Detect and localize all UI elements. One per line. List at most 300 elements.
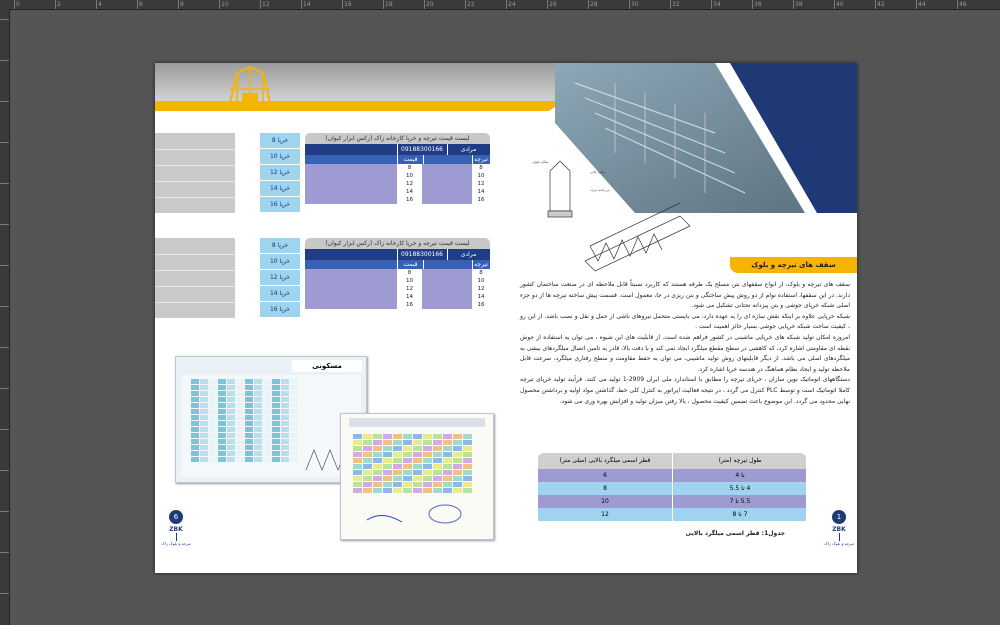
- spec-grid-cell: [413, 434, 422, 439]
- spec-grid-cell: [290, 379, 298, 384]
- spec-grid-cell: [281, 415, 289, 420]
- spec-grid-cell: [281, 439, 289, 444]
- price-cell: [422, 196, 473, 204]
- spec-grid-cell: [393, 458, 402, 463]
- spec-grid-cell: [393, 464, 402, 469]
- spec-grid-cell: [453, 482, 462, 487]
- spec-grid-cell: [272, 391, 280, 396]
- col-joist: تیرچه: [474, 261, 488, 268]
- ruler-tick: [0, 347, 9, 348]
- svg-text:بتن پاشنه تیرچه: بتن پاشنه تیرچه: [590, 188, 610, 192]
- paragraph: امروزه امکان تولید شبکه های خرپایی ماشینی در کشور فراهم شده است. از قابلیت های این شیوه ، می توان به استفاده از جوش نقطه ای مقاومتی اشاره کرد، که کاهشی در سطح مقطع میلگرد ایجاد نمی کند و با دقت بالا، قادر به تامین اتصال میلگردهای بیشی به میلگردهای اصلی می باشد. از دیگر قابلیتهای روش تولید ماشینی، می توان به حفظ مقاومت و سطح رفتاری میلگرد، سرعت قابل ملاحظه تولید و ایجاد نظام هماهنگ در هندسه خرپا اشاره کرد.: [520, 333, 850, 373]
- spec-grid-cell: [353, 458, 362, 463]
- horizontal-ruler[interactable]: [0, 0, 1000, 10]
- spec-grid-cell: [423, 452, 432, 457]
- spec-grid-cell: [433, 476, 442, 481]
- spec-grid-cell: [443, 464, 452, 469]
- spec-grid-cell: [453, 452, 462, 457]
- spec-grid-cell: [443, 476, 452, 481]
- spec-grid-cell: [227, 457, 235, 462]
- spec-grid-cell: [263, 421, 271, 426]
- spec-grid-cell: [254, 457, 262, 462]
- document-spread[interactable]: [155, 63, 857, 573]
- ruler-number: 46: [959, 1, 967, 8]
- spec-grid-cell: [363, 434, 372, 439]
- paragraph: دستگاههای اتوماتیک نوین سازان ، خرپای تیرچه را مطابق با استاندارد ملی ایران 2909-1 تولید می کنند. فرآیند تولید خرپای تیرچه کاملا اتوماتیک است و توسط PLC کنترل می گردد ، در نتیجه فعالیت اپراتور به کنترل کلی خط، گذاشتن مواد اولیه و برداشتن محصول نهایی محدود می گردد. این موضوع باعث تضمین کیفیت محصول ، بالا رفتن میزان تولید و افزایش بهره وری می شود.: [520, 376, 850, 405]
- spec-grid-cell: [403, 452, 412, 457]
- spec-grid-cell: [227, 391, 235, 396]
- spec-grid-cell: [236, 445, 244, 450]
- spec-grid-cell: [227, 409, 235, 414]
- spec-grid-cell: [463, 458, 472, 463]
- spec-grid-cell: [453, 458, 462, 463]
- spec-grid-cell: [363, 482, 372, 487]
- spec-grid-cell: [218, 403, 226, 408]
- spec-grid-cell: [453, 440, 462, 445]
- spec-grid-cell: [383, 434, 392, 439]
- spec-grid-cell: [463, 434, 472, 439]
- spec-grid-cell: [200, 391, 208, 396]
- spec-grid-cell: [453, 488, 462, 493]
- spec-grid-cell: [383, 452, 392, 457]
- price-table-row: [305, 301, 490, 309]
- spec-grid-cell: [363, 452, 372, 457]
- spec-grid-cell: [272, 439, 280, 444]
- spec-grid-cell: [245, 445, 253, 450]
- spec-grid-cell: [443, 482, 452, 487]
- spec-grid-cell: [218, 427, 226, 432]
- joist-size-cell: 14: [472, 293, 490, 301]
- spec-grid-cell: [209, 433, 217, 438]
- spec-grid-cell: [383, 458, 392, 463]
- price-table-row: [305, 196, 490, 204]
- price-table-row: [305, 188, 490, 196]
- spec-grid-cell: [209, 397, 217, 402]
- spec-grid-cell: [403, 458, 412, 463]
- price-cell: [422, 277, 473, 285]
- spec-grid-cell: [200, 445, 208, 450]
- spec-grid-cell: [272, 421, 280, 426]
- spec-grid-cell: [373, 434, 382, 439]
- logo-subtitle: تیرچه و بلوک زاک: [161, 541, 191, 546]
- price-cell: [305, 188, 398, 196]
- spec-grid-cell: [191, 415, 199, 420]
- ruler-tick: [0, 60, 9, 61]
- spec-grid-cell: [254, 415, 262, 420]
- spec-grid-cell: [413, 446, 422, 451]
- spec-grid-cell: [209, 457, 217, 462]
- ruler-tick: [0, 224, 9, 225]
- spec-table-row: [538, 469, 806, 482]
- ruler-tick: [0, 388, 9, 389]
- spec-grid-cell: [443, 452, 452, 457]
- scanned-spec-sheet-2[interactable]: [340, 413, 494, 540]
- logo-text: ZBK: [832, 526, 846, 533]
- spec-grid-cell: [245, 415, 253, 420]
- spec-grid-cell: [272, 427, 280, 432]
- spec-grid-cell: [463, 476, 472, 481]
- spec-grid-cell: [254, 451, 262, 456]
- spec-grid-cell: [363, 470, 372, 475]
- spec-grid-cell: [373, 446, 382, 451]
- spec-grid-cell: [209, 379, 217, 384]
- spec-grid-cell: [463, 446, 472, 451]
- joist-size-cell: 10: [397, 172, 423, 180]
- spec-grid-cell: [353, 488, 362, 493]
- spec-grid-cell: [209, 415, 217, 420]
- spec-grid-cell: [403, 446, 412, 451]
- table-caption: جدول1: قطر اسمی میلگرد بالایی: [685, 530, 785, 537]
- spec-grid-cell: [290, 445, 298, 450]
- spec-grid-cell: [218, 391, 226, 396]
- spec-grid-cell: [218, 415, 226, 420]
- diameter-cell: 10: [601, 498, 609, 505]
- truss-label: خرپا 12: [260, 165, 300, 181]
- spec-grid-cell: [245, 421, 253, 426]
- spec-grid-cell: [218, 439, 226, 444]
- spec-grid-cell: [191, 427, 199, 432]
- spec-grid-cell: [413, 470, 422, 475]
- spec-grid-cell: [263, 409, 271, 414]
- spec-grid-cell: [218, 421, 226, 426]
- spec-table-row: [538, 495, 806, 508]
- spec-table-row: [538, 508, 806, 521]
- spec-grid-cell: [209, 409, 217, 414]
- price-table-2-blank-rail: [155, 238, 235, 318]
- spec-grid-cell: [290, 385, 298, 390]
- spec-grid-cell: [403, 464, 412, 469]
- ruler-number: 20: [426, 1, 434, 8]
- price-cell: [422, 164, 473, 172]
- spec-grid-cell: [393, 476, 402, 481]
- scanned-spec-sheet-1[interactable]: [175, 356, 367, 483]
- col-diameter: قطر اسمی میلگرد بالایی (میلی متر): [559, 457, 651, 464]
- spec-grid-cell: [245, 385, 253, 390]
- spec-grid-cell: [290, 415, 298, 420]
- spec-table-header: [538, 453, 806, 469]
- price-table-row: [305, 164, 490, 172]
- price-table-row: [305, 269, 490, 277]
- spec-grid-cell: [200, 397, 208, 402]
- logo-text: ZBK: [169, 526, 183, 533]
- price-cell: [422, 285, 473, 293]
- spec-grid-cell: [254, 403, 262, 408]
- joist-size-cell: 16: [397, 301, 423, 309]
- logo-stem: [176, 533, 177, 541]
- ruler-number: 10: [221, 1, 229, 8]
- ruler-number: 22: [467, 1, 475, 8]
- spec-grid-cell: [373, 488, 382, 493]
- spec-grid-cell: [423, 476, 432, 481]
- spec-grid-cell: [263, 427, 271, 432]
- spec-table-row: [538, 482, 806, 495]
- spec-grid-cell: [423, 458, 432, 463]
- spec-grid-cell: [245, 433, 253, 438]
- spec-grid-cell: [373, 482, 382, 487]
- ruler-tick: [0, 101, 9, 102]
- ruler-number: 40: [836, 1, 844, 8]
- price-table-header: [305, 260, 490, 269]
- ruler-number: 6: [139, 1, 143, 8]
- spec-grid-cell: [236, 421, 244, 426]
- spec-grid-cell: [191, 397, 199, 402]
- price-table-1-blank-rail: [155, 133, 235, 213]
- spec-grid-cell: [272, 379, 280, 384]
- spec-grid-cell: [245, 439, 253, 444]
- spec-grid-cell: [393, 488, 402, 493]
- ruler-tick: [0, 429, 9, 430]
- spec-grid-cell: [290, 451, 298, 456]
- spec-grid-cell: [403, 434, 412, 439]
- spec-grid-cell: [403, 482, 412, 487]
- vertical-ruler[interactable]: [0, 9, 10, 625]
- header-band: [155, 63, 575, 101]
- length-cell: 4 تا 5.5: [672, 482, 807, 495]
- col-price: قیمت: [397, 155, 424, 164]
- truss-label: خرپا 12: [260, 270, 300, 286]
- svg-text:میلگرد طولی: میلگرد طولی: [532, 160, 549, 164]
- ruler-number: 26: [549, 1, 557, 8]
- logo-stem: [839, 533, 840, 541]
- spec-grid-cell: [433, 488, 442, 493]
- spec-grid-cell: [272, 415, 280, 420]
- price-table-header: [305, 155, 490, 164]
- price-cell: [305, 180, 398, 188]
- spec-grid-cell: [200, 433, 208, 438]
- joist-size-cell: 12: [472, 180, 490, 188]
- spec-grid-cell: [373, 464, 382, 469]
- spec-grid-cell: [433, 482, 442, 487]
- spec-grid-cell: [363, 440, 372, 445]
- price-table-row: [305, 277, 490, 285]
- spec-grid-cell: [200, 379, 208, 384]
- spec-grid-cell: [393, 470, 402, 475]
- spec-grid-cell: [263, 385, 271, 390]
- spec-grid-cell: [272, 385, 280, 390]
- truss-label: خرپا 10: [260, 149, 300, 165]
- joist-size-cell: 12: [397, 285, 423, 293]
- spec-grid-cell: [413, 482, 422, 487]
- spec-grid-cell: [227, 415, 235, 420]
- spec-grid-cell: [433, 440, 442, 445]
- spec-grid-cell: [281, 445, 289, 450]
- spec-grid-cell: [290, 433, 298, 438]
- spec-grid-cell: [236, 427, 244, 432]
- spec-grid-cell: [191, 379, 199, 384]
- spec-grid-cell: [191, 451, 199, 456]
- ruler-number: 16: [344, 1, 352, 8]
- spec-grid-cell: [263, 397, 271, 402]
- spec-grid-cell: [254, 409, 262, 414]
- spec-grid-cell: [245, 457, 253, 462]
- spec-grid-cell: [254, 397, 262, 402]
- spec-grid-cell: [413, 476, 422, 481]
- spec-grid-cell: [463, 452, 472, 457]
- ruler-number: 4: [98, 1, 102, 8]
- spec-grid-cell: [383, 482, 392, 487]
- spec-grid-cell: [245, 427, 253, 432]
- spec-grid-cell: [263, 403, 271, 408]
- spec-grid-cell: [423, 440, 432, 445]
- ruler-number: 32: [672, 1, 680, 8]
- spec-grid-cell: [403, 440, 412, 445]
- joist-size-cell: 8: [397, 269, 423, 277]
- price-cell: [305, 301, 398, 309]
- spec-grid-cell: [423, 434, 432, 439]
- price-cell: [422, 269, 473, 277]
- spec-grid-cell: [423, 446, 432, 451]
- spec-grid-cell: [236, 397, 244, 402]
- spec-grid-cell: [363, 488, 372, 493]
- spec-grid-cell: [209, 427, 217, 432]
- spec-grid-cell: [209, 385, 217, 390]
- spec-grid-cell: [443, 446, 452, 451]
- spec-grid-cell: [191, 421, 199, 426]
- spec-grid-cell: [433, 452, 442, 457]
- joist-size-cell: 8: [397, 164, 423, 172]
- spec-grid-cell: [254, 391, 262, 396]
- spec-grid-cell: [227, 427, 235, 432]
- diameter-cell: 12: [601, 511, 609, 518]
- price-cell: [422, 188, 473, 196]
- paragraph: سقف های تیرچه و بلوک، از انواع سقفهای بتن مسلح یک طرفه هستند که کاربرد نسبتاً قابل ملاحظه ای در صنعت ساختمان کشور دارند. در این سقفها، استفاده توام از دو روش پیش ساختگی و بتن ریزی در جا، معمول است. قسمت پیش ساخته تیرچه ها از دو جزء اصلی شبکه خرپای جوشی و بتن پیزدانه تحتانی تشکیل می شود.: [520, 281, 850, 310]
- spec-grid-cell: [290, 403, 298, 408]
- spec-grid-cell: [281, 457, 289, 462]
- spec-grid-cell: [209, 403, 217, 408]
- ruler-number: 38: [795, 1, 803, 8]
- phone-label: مرادی: [460, 251, 477, 258]
- price-table-title: لیست قیمت تیرچه و خرپا کارخانه زاک (زکس ابزار کیوان): [305, 238, 490, 249]
- spec-grid-cell: [263, 433, 271, 438]
- spec-grid-cell: [373, 452, 382, 457]
- joist-size-cell: 12: [397, 180, 423, 188]
- spec-grid-cell: [236, 385, 244, 390]
- spec-grid-cell: [433, 470, 442, 475]
- ruler-number: 14: [303, 1, 311, 8]
- spec-grid-cell: [218, 457, 226, 462]
- spec-grid-cell: [403, 488, 412, 493]
- spec-grid-cell: [413, 458, 422, 463]
- price-cell: [305, 196, 398, 204]
- price-cell: [422, 180, 473, 188]
- spec-grid-cell: [290, 457, 298, 462]
- col-length: طول تیرچه (متر): [672, 453, 807, 469]
- spec-grid-cell: [272, 433, 280, 438]
- spec-grid-cell: [200, 385, 208, 390]
- spec-grid-cell: [254, 433, 262, 438]
- joist-size-cell: 14: [397, 293, 423, 301]
- spec-grid-cell: [290, 391, 298, 396]
- truss-label: خرپا 16: [260, 197, 300, 213]
- spec-grid-cell: [413, 464, 422, 469]
- logo-subtitle: تیرچه و بلوک زاک: [824, 541, 854, 546]
- spec-grid-cell: [218, 433, 226, 438]
- spec-grid-cell: [443, 470, 452, 475]
- spec-grid-cell: [463, 464, 472, 469]
- spec-grid-cell: [363, 446, 372, 451]
- spec-grid-cell: [200, 409, 208, 414]
- price-cell: [422, 301, 473, 309]
- spec-grid-cell: [463, 482, 472, 487]
- spec-grid-cell: [218, 385, 226, 390]
- page-number-badge-right: 1: [832, 510, 846, 524]
- price-table-row: [305, 180, 490, 188]
- spec-grid-cell: [463, 440, 472, 445]
- spec-grid-cell: [209, 451, 217, 456]
- spec-grid-cell: [254, 421, 262, 426]
- spec-grid-cell: [353, 452, 362, 457]
- spec-grid-cell: [272, 445, 280, 450]
- spec-grid: [181, 375, 361, 477]
- factory-logo-icon: [225, 63, 275, 107]
- spec-grid-cell: [200, 415, 208, 420]
- spec-grid-cell: [403, 470, 412, 475]
- spec-grid-cell: [263, 445, 271, 450]
- length-cell: تا 4: [672, 469, 807, 482]
- ruler-number: 0: [16, 1, 20, 8]
- spec-grid-cell: [245, 451, 253, 456]
- joist-size-cell: 10: [472, 277, 490, 285]
- joist-size-cell: 14: [472, 188, 490, 196]
- spec-grid-cell: [463, 488, 472, 493]
- spec-grid-cell: [263, 391, 271, 396]
- price-cell: [305, 293, 398, 301]
- spec-grid-cell: [191, 403, 199, 408]
- truss-label: خرپا 16: [260, 302, 300, 318]
- page-number-badge-left: 6: [169, 510, 183, 524]
- spec-grid-cell: [200, 451, 208, 456]
- footer-logo-right: [824, 526, 854, 546]
- spec-grid-cell: [272, 397, 280, 402]
- spec-grid-cell: [281, 397, 289, 402]
- ruler-number: 28: [590, 1, 598, 8]
- spec-grid-cell: [383, 446, 392, 451]
- spec-grid-cell: [290, 409, 298, 414]
- ruler-tick: [0, 306, 9, 307]
- spec-grid-cell: [227, 385, 235, 390]
- spec-grid-cell: [272, 403, 280, 408]
- spec-grid-cell: [281, 433, 289, 438]
- spec-grid-cell: [393, 434, 402, 439]
- spec-grid-cell: [263, 415, 271, 420]
- spec-grid-cell: [209, 439, 217, 444]
- spec-grid-cell: [272, 451, 280, 456]
- joist-size-cell: 14: [397, 188, 423, 196]
- price-cell: [305, 277, 398, 285]
- price-table-row: [305, 293, 490, 301]
- joist-size-cell: 16: [472, 196, 490, 204]
- spec-grid-cell: [236, 457, 244, 462]
- spec-grid-cell: [393, 440, 402, 445]
- spec-grid-cell: [413, 440, 422, 445]
- spec-grid-cell: [227, 451, 235, 456]
- price-cell: [305, 285, 398, 293]
- spec-grid-cell: [254, 427, 262, 432]
- length-cell: 7 تا 8: [672, 508, 807, 521]
- spec-grid-cell: [393, 446, 402, 451]
- spec-grid-cell: [383, 470, 392, 475]
- truss-label: خرپا 10: [260, 254, 300, 270]
- phone-number: 09188300166: [397, 144, 448, 155]
- spec-grid-cell: [191, 385, 199, 390]
- ruler-tick: [0, 593, 9, 594]
- price-cell: [422, 172, 473, 180]
- spec-grid-cell: [236, 379, 244, 384]
- spec-grid-cell: [254, 445, 262, 450]
- truss-label: خرپا 14: [260, 181, 300, 197]
- spec-grid-cell: [290, 439, 298, 444]
- spec-grid-cell: [191, 445, 199, 450]
